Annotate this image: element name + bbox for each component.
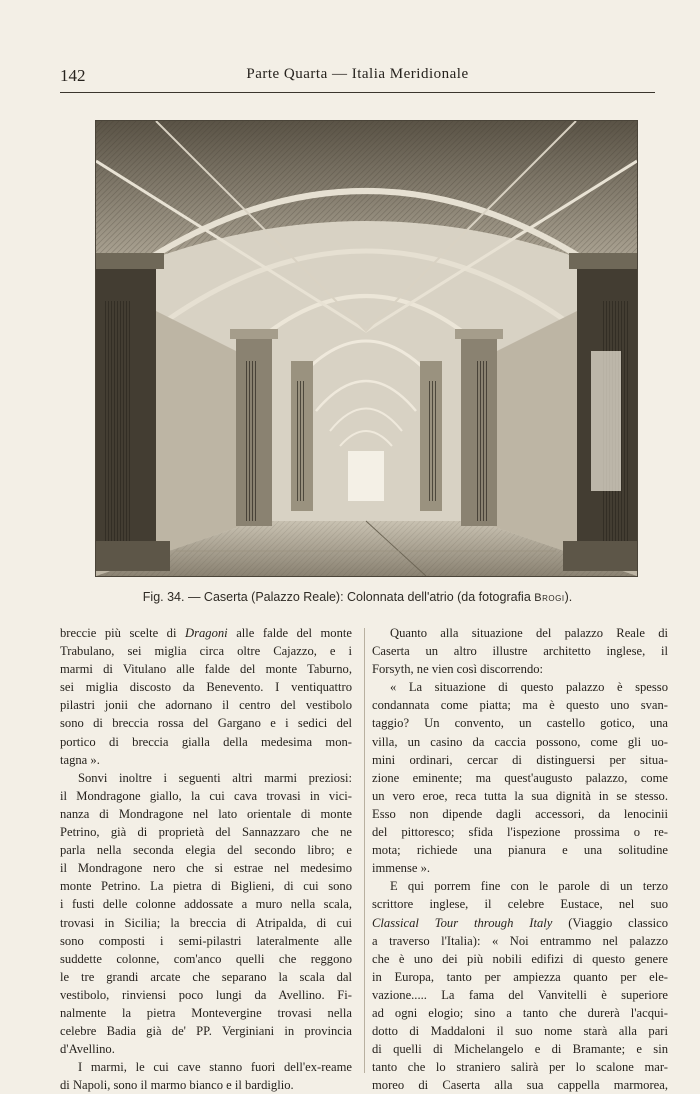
text-line: vazione..... La fama del Vanvitelli è superiore xyxy=(372,987,668,1002)
text-line: di quelli di Michelangelo e di Bramante; e sin xyxy=(372,1042,668,1057)
text-line: condannata come piatta; ma è questo uno svan- xyxy=(372,698,668,713)
text-line: a traverso l'Italia): « Noi entrammo nel palazzo xyxy=(372,933,668,948)
text-line: pilastri jonii che adornano il centro del vestibolo xyxy=(60,698,352,713)
text-line: Sonvi inoltre i seguenti altri marmi preziosi: xyxy=(78,770,352,785)
text-line: villa, un casino da caccia possono, come gli uo- xyxy=(372,734,668,749)
text-line: dotto di Maddaloni il suo nome starà alla pari xyxy=(372,1024,668,1039)
text-line: tanto che lo straniero salirà per lo scalone mar- xyxy=(372,1060,668,1075)
text-line: Trabulano, sei miglia circa oltre Cajazzo, e i xyxy=(60,644,352,659)
text-line: Esso non dipende dagli accessori, da lenocinii xyxy=(372,806,668,821)
figure-caption xyxy=(60,590,655,604)
text-line: celebre Badia già de' PP. Verginiani in provincia xyxy=(60,1024,352,1039)
page-header xyxy=(60,62,655,86)
right-column xyxy=(372,624,668,1094)
text-line: di Napoli, sono il marmo bianco e il bardiglio. xyxy=(60,1078,294,1093)
text-line: taggio? Un convento, un castello gotico, una xyxy=(372,716,668,731)
caption-credit: Brogi xyxy=(534,592,565,604)
text-line: Petrino, già di proprietà del Sannazzaro che ne xyxy=(60,825,352,840)
text-line: parla nella seconda elegia del secondo libro; e xyxy=(60,843,352,858)
header-rule xyxy=(60,92,655,93)
text-line: sono composti i semi-pilastri lateralmente alle xyxy=(60,933,352,948)
text-line: Caserta un altro illustre architetto inglese, il xyxy=(372,644,668,659)
text-line: moreo di Caserta alla sua cappella marmorea, xyxy=(372,1078,668,1093)
book-title: Classical Tour through Italy xyxy=(372,915,553,930)
text-line: marmi di Vitulano alle falde del monte Taburno, xyxy=(60,662,352,677)
text-line: scrittore inglese, il celebre Eustace, nel suo xyxy=(372,897,668,912)
text-line: mini ordinari, cercar di distinguersi per situa- xyxy=(372,752,668,767)
text-line: d'Avellino. xyxy=(60,1042,115,1057)
page-number: 142 xyxy=(60,66,86,85)
column-divider xyxy=(364,628,365,1073)
text-line: suddette colonne, com'anco quelli che reggono xyxy=(60,951,352,966)
text-line: I marmi, le cui cave stanno fuori dell'ex-reame xyxy=(78,1060,352,1075)
text-line: monte Petrino. La pietra di Biglieni, di cui sono xyxy=(60,879,352,894)
text-line: del pittoresco; sfida l'ispezione prossima o re- xyxy=(372,825,668,840)
text-line: Classical Tour through Italy (Viaggio classico xyxy=(372,915,668,930)
text-line: « La situazione di questo palazzo è spesso xyxy=(390,680,668,695)
text-line: vestibolo, rinviensi poco lungi da Avellino. Fi- xyxy=(60,987,352,1002)
text-line: un vero eroe, reca tutta la sua dignità in se stesso. xyxy=(372,788,668,803)
left-column xyxy=(60,624,352,1094)
caption-text: Fig. 34. — Caserta (Palazzo Reale): Colonnata dell'atrio (da fotografia xyxy=(142,590,535,604)
text-line: che è uno dei più nobili edifizi di questo genere xyxy=(372,951,668,966)
text-line: sono di breccia rossa del Gargano e i sedici del xyxy=(60,716,352,731)
text-line: portico di breccia gialla della medesima mon- xyxy=(60,734,352,749)
text-line: E qui porrem fine con le parole di un terzo xyxy=(390,879,668,894)
text-line: le tre grandi arcate che separano la scala dal xyxy=(60,969,352,984)
text-line: immense ». xyxy=(372,861,431,876)
text-line: i fusti delle colonne addossate a muro nella scala, xyxy=(60,897,352,912)
text-line: Quanto alla situazione del palazzo Reale di xyxy=(390,626,668,640)
text-line: ad ogni elogio; sino a tanto che durerà l'acqui- xyxy=(372,1005,668,1020)
text-line: in Europa, tanto per ampiezza quanto per ele- xyxy=(372,969,668,984)
text-line: il Mondragone giallo, la cui cava trovasi in vici- xyxy=(60,788,352,803)
text-line: il Mondragone nero che si estrae nel medesimo xyxy=(60,861,352,876)
text-line: sei miglia discosto da Benevento. I ventiquattro xyxy=(60,680,352,695)
text-line: nanza di Mondragone nel lato orientale di monte xyxy=(60,806,352,821)
text-line: mota; richiede una pianura e una solitudine xyxy=(372,843,668,858)
running-title: Parte Quarta — Italia Meridionale xyxy=(246,66,469,82)
text-line: nalmente la pietra Montevergine trovasi nella xyxy=(60,1005,352,1020)
text-line: zione eminente; ma quest'augusto palazzo, come xyxy=(372,770,668,785)
text-line: Forsyth, ne vien così discorrendo: xyxy=(372,662,544,677)
colonnade-illustration xyxy=(96,121,637,576)
text-line: tagna ». xyxy=(60,752,100,767)
engraving-colonnade xyxy=(95,120,638,577)
caption-suffix: ). xyxy=(564,590,573,604)
text-line: breccie più scelte di Dragoni alle falde del monte xyxy=(60,626,352,640)
text-line: trovasi in Sicilia; la breccia di Atripalda, di cui xyxy=(60,915,352,930)
